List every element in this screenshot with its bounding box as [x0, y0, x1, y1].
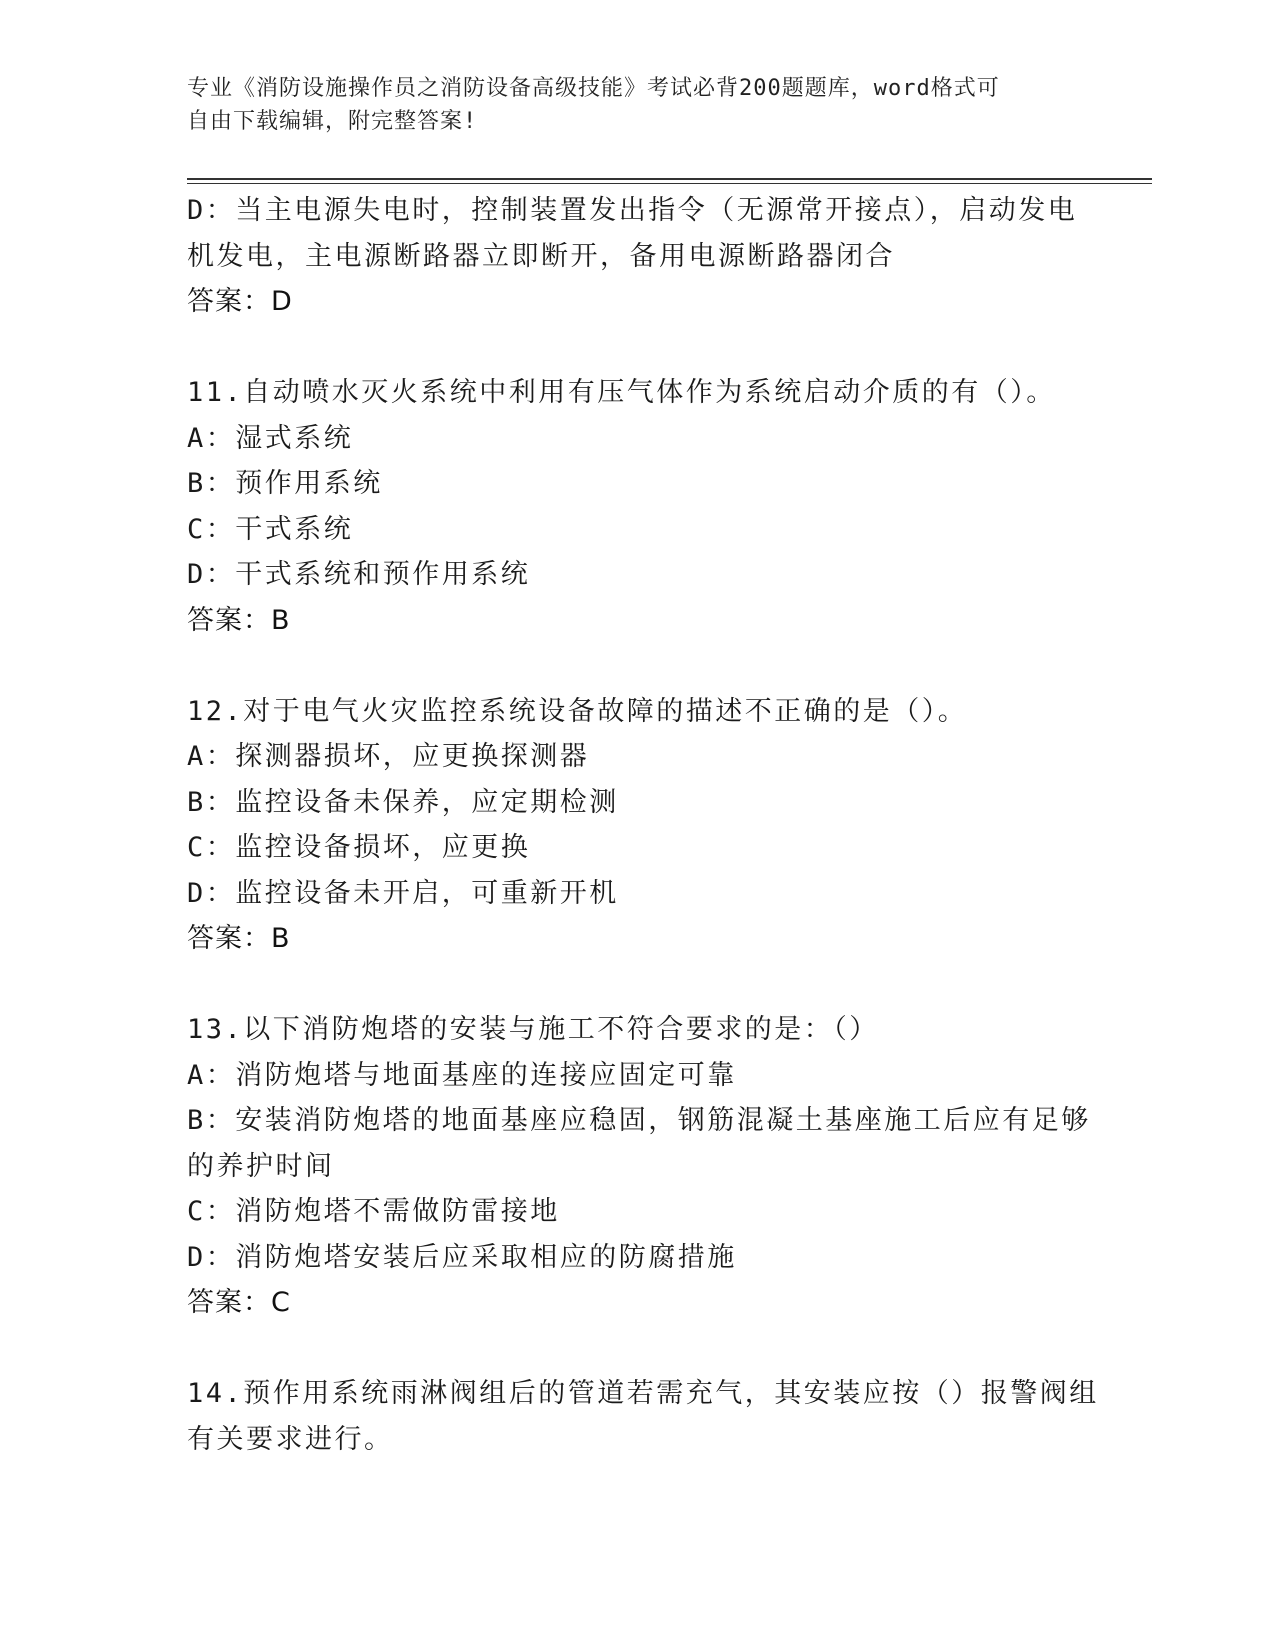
header-title-line2: 自由下载编辑，附完整答案! [187, 109, 478, 134]
question-text: 13.以下消防炮塔的安装与施工不符合要求的是：（） [187, 1014, 879, 1045]
answer: 答案：C [187, 1287, 291, 1318]
option-c: C：干式系统 [187, 513, 354, 545]
option-b: B：安装消防炮塔的地面基座应稳固，钢筋混凝土基座施工后应有足够 [187, 1105, 1091, 1136]
spacer [187, 325, 1087, 371]
header-divider-thin [187, 183, 1152, 184]
option-a: A：消防炮塔与地面基座的连接应固定可靠 [187, 1059, 737, 1091]
option-d: D：当主电源失电时，控制装置发出指令（无源常开接点），启动发电 [187, 195, 1078, 226]
question-11 [187, 370, 1087, 643]
option-a: A：探测器损坏，应更换探测器 [187, 741, 590, 772]
option-d: D：监控设备未开启，可重新开机 [187, 877, 619, 909]
spacer [187, 962, 1087, 1008]
header-title-line1: 专业《消防设施操作员之消防设备高级技能》考试必背200题题库，word格式可 [187, 76, 1000, 101]
option-d: D：干式系统和预作用系统 [187, 559, 531, 590]
question-14 [187, 1371, 1099, 1462]
answer: 答案：B [187, 604, 291, 636]
spacer [187, 643, 1087, 689]
answer: 答案：B [187, 923, 291, 954]
question-text: 11.自动喷水灭火系统中利用有压气体作为系统启动介质的有（）。 [187, 377, 1056, 408]
option-b: B：预作用系统 [187, 468, 383, 499]
option-b: B：监控设备未保养，应定期检测 [187, 786, 619, 818]
option-b-continued: 的养护时间 [187, 1150, 335, 1182]
option-c: C：消防炮塔不需做防雷接地 [187, 1196, 560, 1227]
question-13 [187, 1007, 1091, 1326]
option-a: A：湿式系统 [187, 422, 354, 454]
question-12 [187, 689, 1087, 962]
question-text-continued: 有关要求进行。 [187, 1423, 394, 1455]
spacer [187, 1326, 1087, 1372]
question-text: 12.对于电气火灾监控系统设备故障的描述不正确的是（）。 [187, 695, 968, 727]
page-header [187, 72, 1067, 138]
option-d-continued: 机发电，主电源断路器立即断开，备用电源断路器闭合 [187, 240, 895, 272]
option-d: D：消防炮塔安装后应采取相应的防腐措施 [187, 1241, 737, 1273]
option-c: C：监控设备损坏，应更换 [187, 832, 531, 863]
question-list [187, 188, 1099, 1462]
answer: 答案：D [187, 286, 293, 317]
question-text: 14.预作用系统雨淋阀组后的管道若需充气，其安装应按（）报警阀组 [187, 1378, 1099, 1409]
header-divider-thick [187, 178, 1152, 180]
question-10 [187, 188, 1087, 325]
